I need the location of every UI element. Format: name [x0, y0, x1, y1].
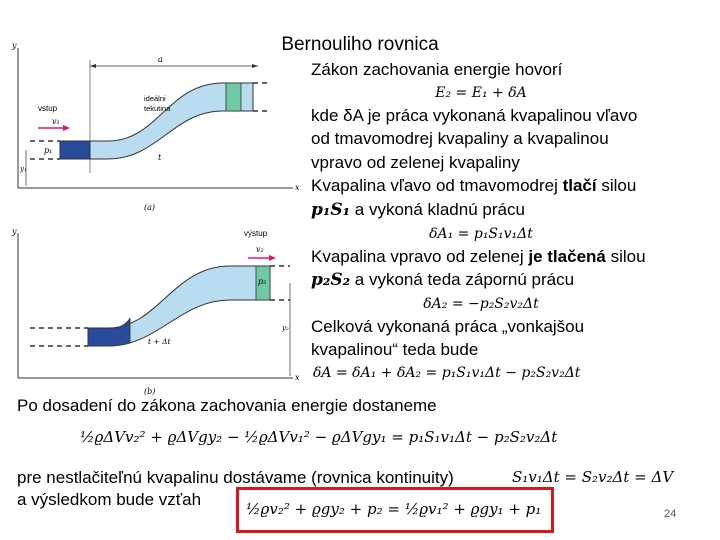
- v2-label: v₂: [256, 245, 264, 254]
- dark-blue-fluid-b: [88, 318, 130, 346]
- equation-work-2: δA₂ = −p₂S₂v₂Δt: [423, 295, 539, 312]
- explanation-line-10: kvapalinou“ teda bude: [311, 340, 479, 360]
- force-p2s2: p₂S₂: [311, 270, 351, 291]
- equation-work-1: δA₁ = p₁S₁v₁Δt: [429, 225, 533, 242]
- equation-substituted: ½ϱΔVv₂² + ϱΔVgy₂ − ½ϱΔVv₁² − ϱΔVgy₁ = p₁S₁v₁Δt − p₂S₂v₂Δt: [80, 428, 558, 446]
- t-label: t: [158, 153, 162, 162]
- equation-bernoulli: ½ϱv₂² + ϱgy₂ + p₂ = ½ϱv₁² + ϱgy₁ + p₁: [246, 500, 542, 518]
- green-fluid-a: [226, 83, 241, 111]
- x-label-b: x: [295, 373, 300, 382]
- tekutina-label: tekutina: [144, 104, 171, 113]
- page-number: 24: [664, 508, 677, 520]
- explanation-line-8: [311, 268, 711, 293]
- v1-label: v₁: [52, 117, 60, 126]
- explanation-line-2: kde δA je práca vykonaná kvapalinou vľavo: [311, 105, 638, 125]
- caption-b: (b): [144, 387, 156, 396]
- explanation-line-1: Zákon zachovania energie hovorí: [311, 60, 563, 79]
- y2-label: y₂: [282, 324, 289, 332]
- equation-energy: E₂ = E₁ + δA: [435, 84, 527, 101]
- explanation-line-7-a: Kvapalina vpravo od zelenej: [311, 246, 529, 266]
- explanation-line-7: [311, 245, 711, 269]
- explanation-line-6-b: a vykoná kladnú prácu: [350, 199, 525, 219]
- vystup-label: výstup: [244, 229, 268, 238]
- explanation-line-5-a: Kvapalina vľavo od tmavomodrej: [311, 176, 563, 196]
- explanation-line-5: [311, 174, 711, 198]
- y-label-b: y: [12, 227, 17, 236]
- p1-label: p₁: [44, 146, 53, 155]
- explanation-block: [311, 58, 711, 384]
- p2-label: p₂: [258, 277, 267, 286]
- y-label-a: y: [12, 41, 17, 50]
- bottom-text-2: pre nestlačiteľnú kvapalinu dostávame (rovnica kontinuity): [17, 468, 454, 487]
- ideal-label: ideálni: [144, 94, 166, 103]
- equation-continuity: S₁v₁Δt = S₂v₂Δt = ΔV: [512, 468, 674, 486]
- explanation-line-7-bold: je tlačená: [528, 246, 606, 266]
- force-p1s1: p₁S₁: [311, 199, 351, 220]
- a-label: a: [158, 55, 163, 64]
- slide-title: Bernouliho rovnica: [281, 34, 439, 55]
- x-label-a: x: [295, 183, 300, 192]
- t-dt-label: t + Δt: [148, 337, 171, 346]
- explanation-line-3: od tmavomodrej kvapaliny a kvapalinou: [311, 129, 609, 149]
- y1-label: y₁: [20, 165, 27, 173]
- explanation-line-9: Celková vykonaná práca „vonkajšou: [311, 316, 585, 336]
- vstup-label: vstup: [38, 104, 58, 113]
- bottom-text-3: a výsledkom bude vzťah: [17, 490, 202, 509]
- explanation-line-7-c: silou: [605, 246, 646, 266]
- explanation-line-8-b: a vykoná teda zápornú prácu: [350, 270, 575, 290]
- dark-blue-fluid-a: [60, 141, 90, 159]
- explanation-line-4: vpravo od zelenej kvapaliny: [311, 152, 520, 172]
- explanation-line-5-bold: tlačí: [562, 176, 597, 196]
- caption-a: (a): [144, 203, 156, 212]
- explanation-line-6: [311, 198, 711, 223]
- equation-total-work: δA = δA₁ + δA₂ = p₁S₁v₁Δt − p₂S₂v₂Δt: [313, 364, 581, 381]
- bottom-text-1: Po dosadení do zákona zachovania energie dostaneme: [17, 396, 437, 415]
- explanation-line-5-c: silou: [596, 176, 637, 196]
